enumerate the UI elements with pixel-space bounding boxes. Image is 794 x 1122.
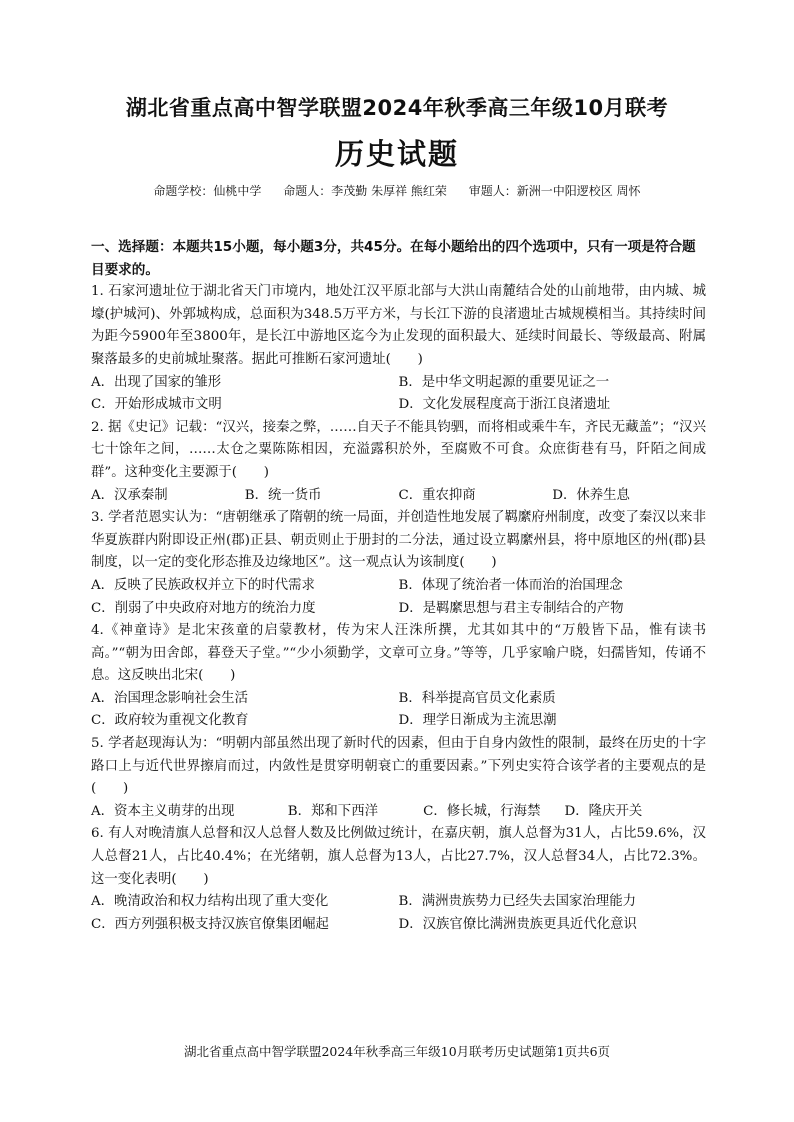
question-stem: 4.《神童诗》是北宋孩童的启蒙教材，传为宋人汪洙所撰，尤其如其中的“万般皆下品，惟有读书高。”“朝为田舍郎，暮登天子堂。”“少小须勤学，文章可立身。”等等，几乎家喻户晓，妇孺皆知，传诵不息。这反映出北宋( )	[91, 623, 706, 684]
option-c: C．修长城，行海禁	[423, 803, 541, 819]
credit-reviewer: 审题人：新洲一中阳逻校区 周怀	[468, 184, 641, 198]
question-5	[91, 733, 706, 823]
subject-title: 历史试题	[334, 137, 459, 171]
option-d: D．汉族官僚比满洲贵族更具近代化意识	[398, 916, 637, 932]
option-c: C．西方列强积极支持汉族官僚集团崛起	[91, 916, 329, 932]
question-stem: 3. 学者范恩实认为：“唐朝继承了隋朝的统一局面，并创造性地发展了羁縻府州制度，改变了秦汉以来非华夏族群内附即设正州(郡)正县、朝贡则止于册封的二分法，通过设立羁縻州县，将中原地区的州(郡)县制度，以一定的变化形态推及边缘地区”。这一观点认为该制度( )	[91, 510, 706, 571]
option-a: A．反映了民族政权并立下的时代需求	[91, 577, 315, 593]
question-1	[91, 281, 706, 417]
question-2	[91, 417, 706, 507]
question-4	[91, 620, 706, 733]
option-b: B．科举提高官员文化素质	[398, 690, 556, 706]
option-b: B．统一货币	[244, 487, 322, 503]
exam-title: 湖北省重点高中智学联盟2024年秋季高三年级10月联考	[125, 96, 669, 120]
option-d: D．理学日渐成为主流思潮	[398, 713, 557, 729]
option-c: C．重农抑商	[398, 487, 476, 503]
option-c: C．削弱了中央政府对地方的统治力度	[91, 600, 316, 616]
question-stem: 2. 据《史记》记载：“汉兴，接秦之弊，……自天子不能具钧驷，而将相或乘牛车，齐民无藏盖”；“汉兴七十馀年之间，……太仓之粟陈陈相因，充溢露积於外，至腐败不可食。众庶街巷有马，阡陌之间成群”。这种变化主要源于( )	[91, 419, 706, 480]
option-list	[91, 891, 706, 936]
option-b: B．满洲贵族势力已经失去国家治理能力	[398, 894, 636, 910]
question-stem: 1. 石家河遗址位于湖北省天门市境内，地处江汉平原北部与大洪山南麓结合处的山前地带，由内城、城壕(护城河)、外郭城构成，总面积为348.5万平方米，与长江下游的良渚遗址古城规模相当。其持续时间为距今5900年至3800年，是长江中游地区迄今为止发现的面积最大、延续时间最长、等级最高、附属聚落最多的史前城址聚落。据此可推断石家河遗址( )	[91, 284, 706, 367]
option-b: B．是中华文明起源的重要见证之一	[398, 374, 610, 390]
option-a: A．出现了国家的雏形	[91, 374, 222, 390]
option-a: A．汉承秦制	[91, 487, 168, 503]
option-list	[91, 372, 706, 417]
option-c: C．开始形成城市文明	[91, 397, 222, 413]
option-b: B．郑和下西洋	[287, 803, 378, 819]
option-a: A．晚清政治和权力结构出现了重大变化	[91, 894, 329, 910]
question-3	[91, 507, 706, 620]
exam-content	[91, 236, 706, 936]
option-d: D．休养生息	[552, 487, 630, 503]
question-6	[91, 823, 706, 936]
question-stem: 6. 有人对晚清旗人总督和汉人总督人数及比例做过统计，在嘉庆朝，旗人总督为31人，占比59.6%，汉人总督21人，占比40.4%；在光绪朝，旗人总督为13人，占比27.7%，汉人总督34人，占比72.3%。这一变化表明( )	[91, 826, 706, 887]
option-list	[91, 575, 706, 620]
option-b: B．体现了统治者一体而治的治国理念	[398, 577, 623, 593]
page-footer: 湖北省重点高中智学联盟2024年秋季高三年级10月联考历史试题第1页共6页	[183, 1044, 611, 1059]
option-d: D．文化发展程度高于浙江良渚遗址	[398, 397, 611, 413]
option-list	[91, 485, 706, 508]
option-a: A．资本主义萌芽的出现	[91, 803, 235, 819]
option-d: D．是羁縻思想与君主专制结合的产物	[398, 600, 624, 616]
option-d: D．隆庆开关	[564, 803, 643, 819]
credits-line	[0, 182, 794, 199]
option-c: C．政府较为重视文化教育	[91, 713, 249, 729]
option-list	[91, 801, 706, 824]
question-stem: 5. 学者赵现海认为：“明朝内部虽然出现了新时代的因素，但由于自身内敛性的限制，最终在历史的十字路口上与近代世界擦肩而过，内敛性是贯穿明朝衰亡的重要因素。”下列史实符合该学者的主要观点的是( )	[91, 736, 706, 797]
credit-school: 命题学校：仙桃中学	[153, 184, 262, 198]
section-heading: 一、选择题：本题共15小题，每小题3分，共45分。在每小题给出的四个选项中，只有一项是符合题目要求的。	[91, 239, 696, 278]
option-list	[91, 688, 706, 733]
option-a: A．治国理念影响社会生活	[91, 690, 248, 706]
credit-authors: 命题人：李茂勤 朱厚祥 熊红荣	[283, 184, 447, 198]
